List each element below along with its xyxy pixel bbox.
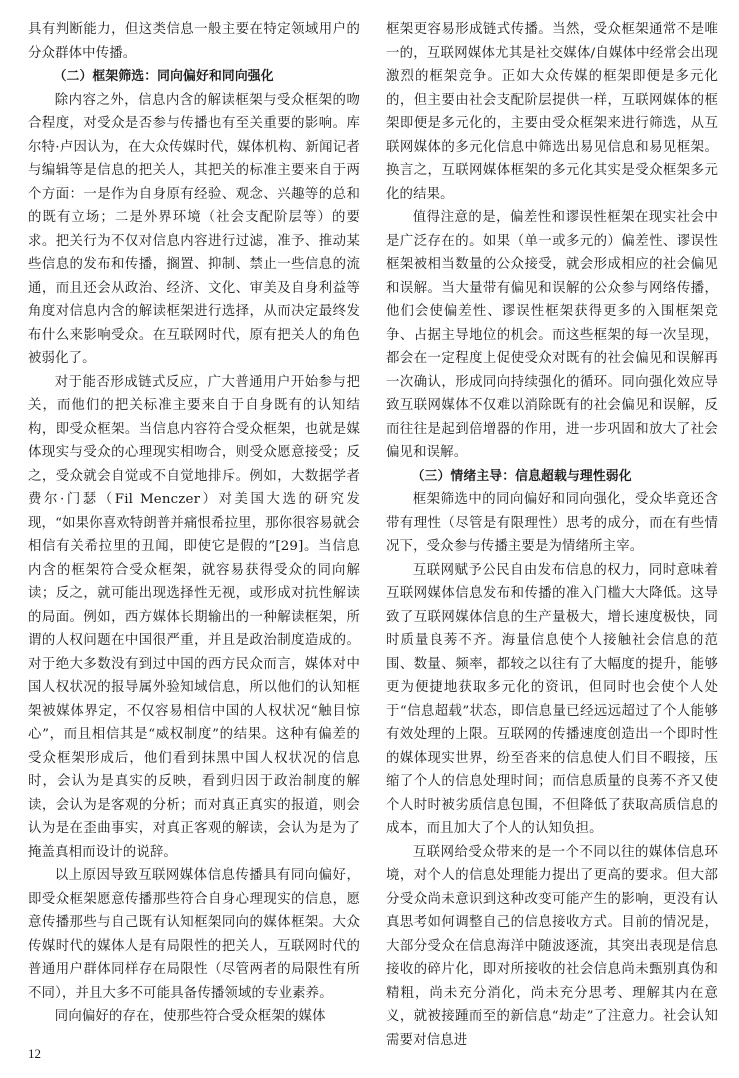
paragraph: 框架筛选中的同向偏好和同向强化，受众毕竟还含带有理性（尽管是有限理性）思考的成分，而在有些情况下，受众参与传播主要是为情绪所主宰。 xyxy=(386,492,718,554)
section-heading: （二）框架筛选：同向偏好和同向强化 xyxy=(53,69,274,84)
paragraph: 对于能否形成链式反应，广大普通用户开始参与把关，而他们的把关标准主要来自于自身既有的认知结构，即受众框架。当信息内容符合受众框架，也就是媒体现实与受众的心理现实相吻合，则受众愿意接受；反之，受众就会自觉或不自觉地排斥。例如，大数据学者费尔·门瑟（Fil Menczer）对美国大选的研究发现，“如果你喜欢特朗普并痛恨希拉里，那你很容易就会相信有关希拉里的丑闻，即使它是假的”[29]。当信息内含的框架符合受众框架，就容易获得受众的同向解读；反之，就可能出现选择性无视，或形成对抗性解读的局面。例如，西方媒体长期输出的一种解读框架，所谓的人权问题在中国很严重，并且是政治制度造成的。对于绝大多数没有到过中国的西方民众而言，媒体对中国人权状况的报导属外验知域信息，所以他们的认知框架被媒体界定，不仅容易相信中国的人权状况“触目惊心”，而且相信其是“威权制度”的结果。这种有偏差的受众框架形成后，他们看到抹黑中国人权状况的信息时，会认为是真实的反映，看到归因于政治制度的解读，会认为是客观的分析；而对真正真实的报道，则会认为是在歪曲事实，对真正客观的解读，会认为是为了掩盖真相而设计的说辞。 xyxy=(28,374,360,860)
paragraph: 同向偏好的存在，使那些符合受众框架的媒体 xyxy=(54,1009,326,1024)
paragraph: 以上原因导致互联网媒体信息传播具有同向偏好，即受众框架愿意传播那些符合自身心理现实的信息，愿意传播那些与自己既有认知框架同向的媒体框架。大众传媒时代的媒体人是有局限性的把关人，互联网时代的普通用户群体同样存在局限性（尽管两者的局限性有所不同），并且大多不可能具备传播领域的专业素养。 xyxy=(28,868,360,1001)
right-column xyxy=(386,18,718,1052)
page-number: 12 xyxy=(28,1046,41,1061)
paragraph: 框架更容易形成链式传播。当然，受众框架通常不是唯一的，互联网媒体尤其是社交媒体/自媒体中经常会出现激烈的框架竞争。正如大众传媒的框架即便是多元化的，但主要由社会支配阶层提供一样，互联网媒体的框架即便是多元化的，主要由受众框架来进行筛选，从互联网媒体的多元化信息中筛选出易见信息和易见框架。换言之，互联网媒体框架的多元化其实是受众框架多元化的结果。 xyxy=(386,22,718,202)
paragraph: 互联网给受众带来的是一个不同以往的媒体信息环境，对个人的信息处理能力提出了更高的要求。但大部分受众尚未意识到这种改变可能产生的影响，更没有认真思考如何调整自己的信息接收方式。目前的情况是，大部分受众在信息海洋中随波逐流，其突出表现是信息接收的碎片化，即对所接收的社会信息尚未甄别真伪和精粗，尚未充分消化，尚未充分思考、理解其内在意义，就被接踵而至的新信息“劫走”了注意力。社会认知需要对信息进 xyxy=(386,844,718,1048)
paragraph: 具有判断能力，但这类信息一般主要在特定领域用户的分众群体中传播。 xyxy=(28,22,360,61)
left-column xyxy=(28,18,360,1029)
paragraph: 互联网赋予公民自由发布信息的权力，同时意味着互联网媒体信息发布和传播的准入门槛大大降低。这导致了互联网媒体信息的生产量极大，增长速度极快，同时质量良莠不齐。海量信息使个人接触社会信息的范围、数量、频率，都较之以往有了大幅度的提升，能够更为便捷地获取多元化的资讯，但同时也会使个人处于“信息超载”状态，即信息量已经远远超过了个人能够有效处理的上限。互联网的传播速度创造出一个即时性的媒体现实世界，纷至沓来的信息使人们目不暇接，压缩了个人的信息处理时间；而信息质量的良莠不齐又使个人时时被劣质信息包围，不但降低了获取高质信息的成本，而且加大了个人的认知负担。 xyxy=(386,562,718,836)
paragraph: 值得注意的是，偏差性和谬误性框架在现实社会中是广泛存在的。如果（单一或多元的）偏差性、谬误性框架被相当数量的公众接受，就会形成相应的社会偏见和误解。当大量带有偏见和误解的公众参与网络传播，他们会使偏差性、谬误性框架获得更多的入围框架竞争、占据主导地位的机会。而这些框架的每一次呈现，都会在一定程度上促使受众对既有的社会偏见和误解再一次确认，形成同向持续强化的循环。同向强化效应导致互联网媒体不仅难以消除既有的社会偏见和误解，反而往往是起到倍增器的作用，进一步巩固和放大了社会偏见和误解。 xyxy=(386,210,718,460)
section-heading: （三）情绪主导：信息超载与理性弱化 xyxy=(411,468,632,484)
paragraph: 除内容之外，信息内含的解读框架与受众框架的吻合程度，对受众是否参与传播也有至关重要的影响。库尔特·卢因认为，在大众传媒时代，媒体机构、新闻记者与编辑等是信息的把关人，其把关的标准主要来自于两个方面：一是作为自身原有经验、观念、兴趣等的总和的既有立场；二是外界环境（社会支配阶层等）的要求。把关行为不仅对信息内容进行过滤，准予、推动某些信息的发布和传播，搁置、抑制、禁止一些信息的流通，而且还会从政治、经济、文化、审美及自身利益等角度对信息内含的解读框架进行选择，从而决定最终发布什么来影响受众。在互联网时代，原有把关人的角色被弱化了。 xyxy=(28,92,360,366)
